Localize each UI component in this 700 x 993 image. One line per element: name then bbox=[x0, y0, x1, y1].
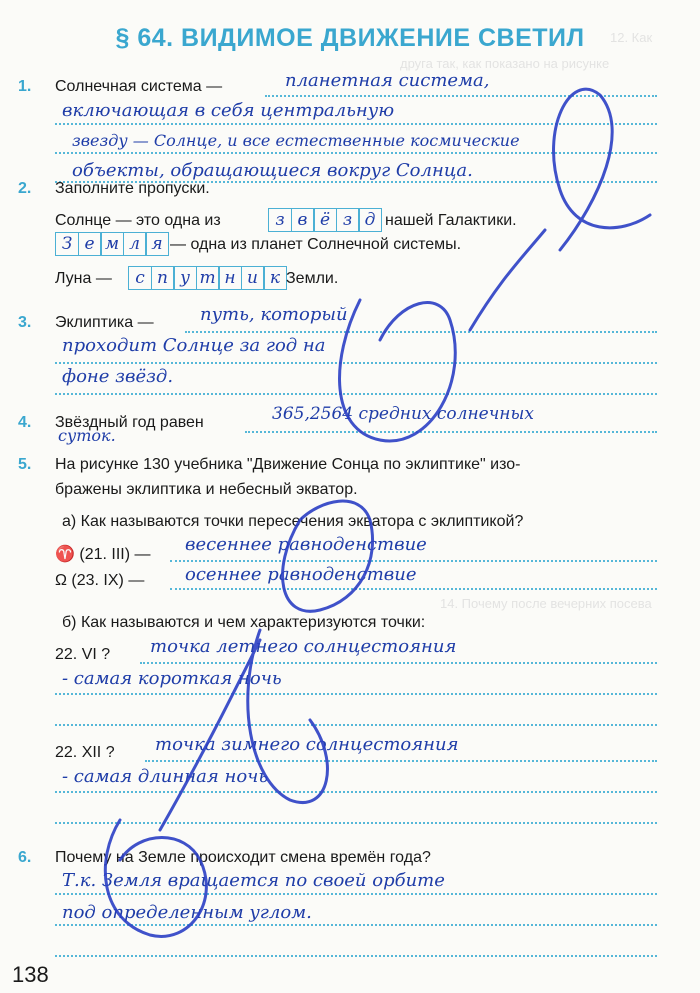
show-through-text: друга так, как показано на рисунке bbox=[400, 56, 610, 71]
letter-box: п bbox=[151, 266, 175, 290]
june-label: 22. VI ? bbox=[55, 646, 111, 663]
letter-box: в bbox=[291, 208, 315, 232]
page-number: 138 bbox=[12, 962, 49, 987]
handwritten-answer: - самая короткая ночь bbox=[62, 668, 282, 689]
handwritten-answer: звезду — Солнце, и все естественные космические bbox=[72, 131, 520, 150]
fill-text: нашей Галактики. bbox=[385, 212, 517, 229]
aries-label: ♈ (21. III) — bbox=[55, 546, 151, 563]
handwritten-answer: объекты, обращающиеся вокруг Солнца. bbox=[72, 160, 473, 181]
letter-box: и bbox=[241, 266, 265, 290]
fill-text: Земли. bbox=[286, 270, 339, 287]
question-text: На рисунке 130 учебника "Движение Сонца по эклиптике" изо- bbox=[55, 456, 521, 473]
libra-label: Ω (23. IX) — bbox=[55, 572, 145, 589]
handwritten-answer: осеннее равноденствие bbox=[185, 564, 417, 585]
handwritten-answer: проходит Солнце за год на bbox=[62, 335, 326, 356]
question-number: 4. bbox=[18, 414, 32, 431]
letter-box: е bbox=[78, 232, 102, 256]
handwritten-answer: точка зимнего солнцестояния bbox=[155, 734, 459, 755]
letter-box: т bbox=[196, 266, 220, 290]
question-number: 3. bbox=[18, 314, 32, 331]
question-text: бражены эклиптика и небесный экватор. bbox=[55, 481, 358, 498]
letter-box: з bbox=[336, 208, 360, 232]
letter-box: у bbox=[173, 266, 197, 290]
handwritten-answer: Т.к. Земля вращается по своей орбите bbox=[62, 870, 445, 891]
letter-box: с bbox=[128, 266, 152, 290]
show-through-text: 12. Как bbox=[610, 30, 653, 45]
question-number: 1. bbox=[18, 78, 32, 95]
handwritten-answer: фоне звёзд. bbox=[62, 366, 174, 387]
question-text: Звёздный год равен bbox=[55, 414, 204, 431]
page-title: § 64. ВИДИМОЕ ДВИЖЕНИЕ СВЕТИЛ bbox=[115, 24, 585, 52]
question-number: 5. bbox=[18, 456, 32, 473]
letter-box: З bbox=[55, 232, 79, 256]
letter-box: д bbox=[358, 208, 382, 232]
show-through-text: 14. Почему после вечерних посева bbox=[440, 596, 652, 611]
question-text: Заполните пропуски. bbox=[55, 180, 210, 197]
letter-box: з bbox=[268, 208, 292, 232]
handwritten-answer: под определенным углом. bbox=[62, 902, 312, 923]
letter-box: м bbox=[100, 232, 124, 256]
fill-text: Солнце — это одна из bbox=[55, 212, 221, 229]
handwritten-answer: весеннее равноденствие bbox=[185, 534, 427, 555]
december-label: 22. XII ? bbox=[55, 744, 115, 761]
handwritten-answer: путь, который bbox=[200, 304, 348, 325]
question-number: 2. bbox=[18, 180, 32, 197]
question-text: Солнечная система — bbox=[55, 78, 223, 95]
fill-text: Луна — bbox=[55, 270, 112, 287]
letter-box: л bbox=[123, 232, 147, 256]
sub-question-b: б) Как называются и чем характеризуются точки: bbox=[62, 614, 426, 631]
question-text: Эклиптика — bbox=[55, 314, 154, 331]
letter-box: я bbox=[145, 232, 169, 256]
fill-text: — одна из планет Солнечной системы. bbox=[170, 236, 462, 253]
handwritten-answer: суток. bbox=[58, 426, 116, 445]
handwritten-answer: планетная система, bbox=[285, 70, 490, 91]
handwritten-answer: - самая длинная ночь bbox=[62, 766, 269, 787]
handwritten-answer: 365,2564 средних солнечных bbox=[272, 404, 534, 424]
sub-question-a: а) Как называются точки пересечения экватора с эклиптикой? bbox=[62, 513, 524, 530]
question-text: Почему на Земле происходит смена времён года? bbox=[55, 849, 431, 866]
question-number: 6. bbox=[18, 849, 32, 866]
handwritten-answer: точка летнего солнцестояния bbox=[150, 636, 457, 657]
letter-box: ё bbox=[313, 208, 337, 232]
letter-box: н bbox=[218, 266, 242, 290]
handwritten-answer: включающая в себя центральную bbox=[62, 100, 395, 121]
letter-box: к bbox=[263, 266, 287, 290]
